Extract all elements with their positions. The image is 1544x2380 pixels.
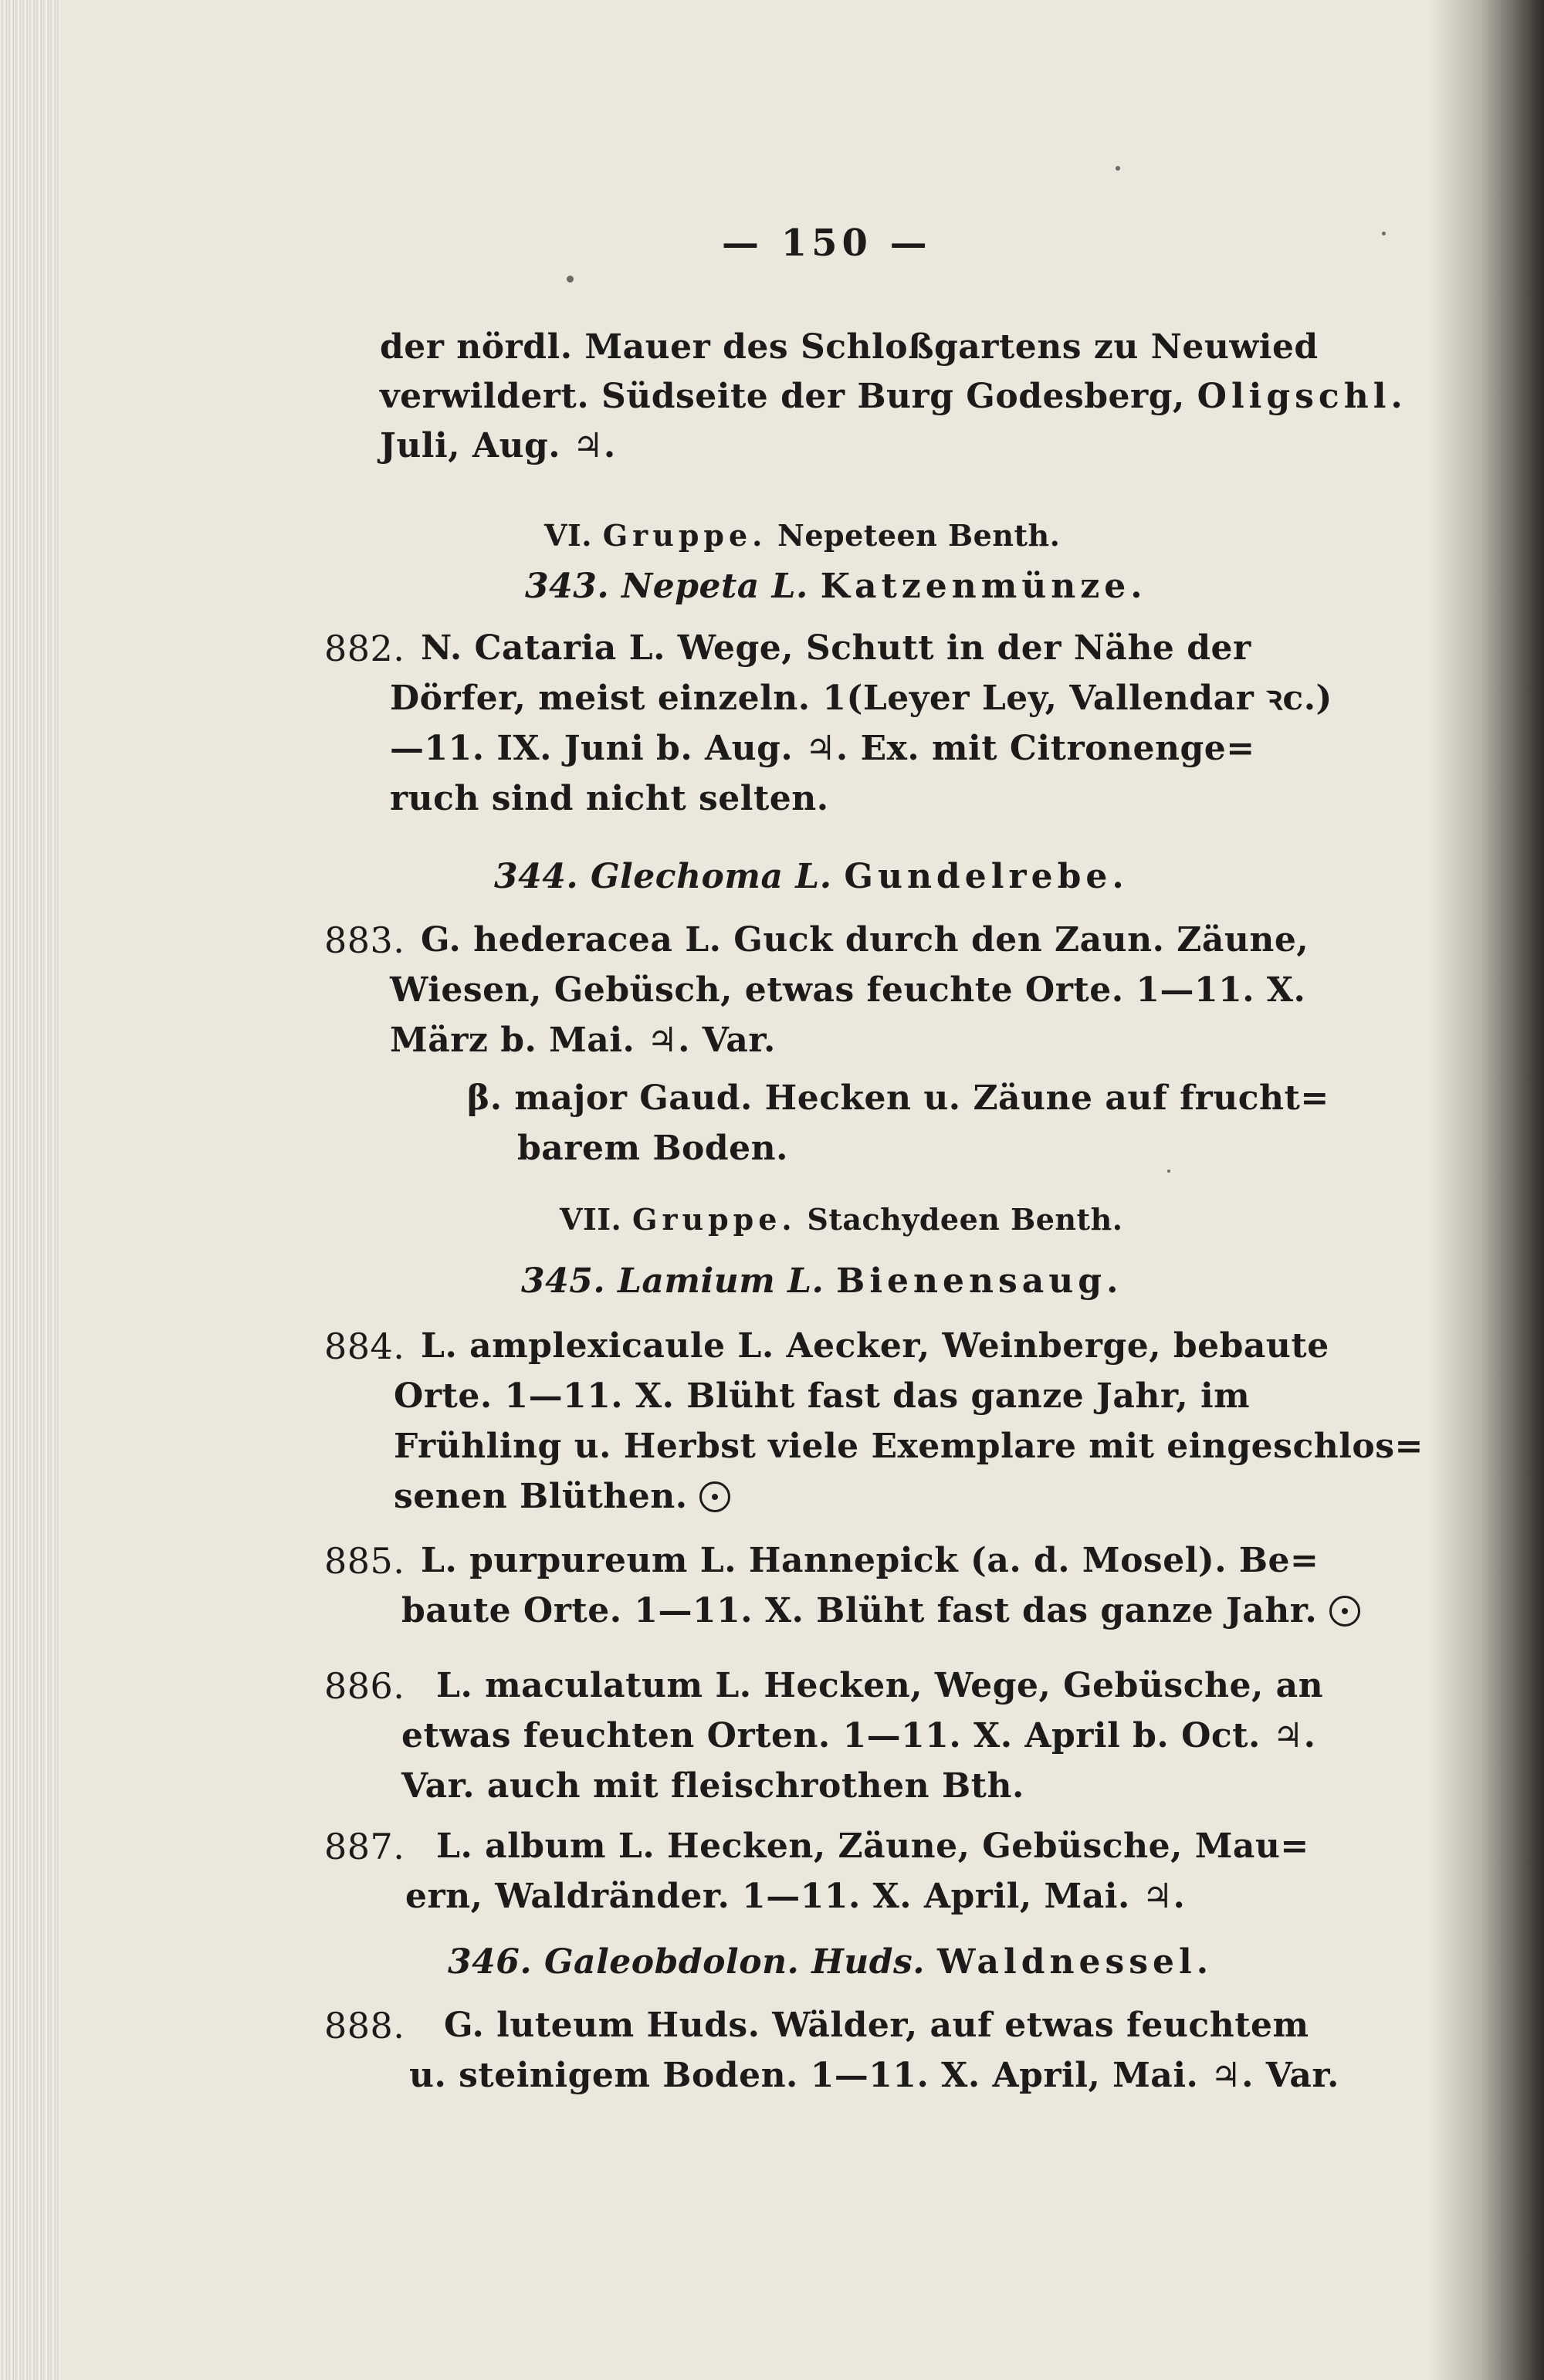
- text-line: Juli, Aug. ♃.: [380, 426, 616, 466]
- entry-number-886: 886.: [324, 1665, 405, 1707]
- group-heading-vi: VI. Gruppe. Nepeteen Benth.: [544, 518, 1061, 553]
- entry-887-line: ern, Waldränder. 1—11. X. April, Mai. ♃.: [405, 1877, 1186, 1916]
- paper-speck: [1116, 166, 1120, 171]
- genus-heading-344: 344. Glechoma L. Gundelrebe.: [494, 857, 1129, 896]
- entry-885-line: L. purpureum L. Hannepick (a. d. Mosel). Be=: [421, 1541, 1319, 1580]
- entry-number-884: 884.: [324, 1325, 405, 1367]
- entry-number-882: 882.: [324, 628, 405, 669]
- page-fore-edge: [0, 0, 62, 2380]
- paper-speck: [1382, 232, 1386, 235]
- entry-number-888: 888.: [324, 2005, 405, 2047]
- entry-884-line: Frühling u. Herbst viele Exemplare mit eingeschlos=: [394, 1427, 1424, 1466]
- entry-882-line: Dörfer, meist einzeln. 1(Leyer Ley, Vallendar ꝛc.): [390, 679, 1332, 718]
- entry-884-line: Orte. 1—11. X. Blüht fast das ganze Jahr, im: [394, 1376, 1251, 1416]
- entry-883-variety-line: barem Boden.: [517, 1129, 788, 1168]
- page-number: — 150 —: [722, 222, 932, 265]
- annual-plant-symbol: [1329, 1596, 1360, 1627]
- entry-883-line: Wiesen, Gebüsch, etwas feuchte Orte. 1—11. X.: [390, 970, 1306, 1010]
- entry-886-line: etwas feuchten Orten. 1—11. X. April b. Oct. ♃.: [401, 1716, 1316, 1755]
- entry-883-line: G. hederacea L. Guck durch den Zaun. Zäune,: [421, 920, 1309, 960]
- paper-speck: [567, 276, 574, 283]
- entry-888-line: G. luteum Huds. Wälder, auf etwas feuchtem: [444, 2006, 1309, 2045]
- book-gutter-shadow: [1428, 0, 1544, 2380]
- genus-heading-345: 345. Lamium L. Bienensaug.: [521, 1261, 1123, 1301]
- group-heading-vii: VII. Gruppe. Stachydeen Benth.: [560, 1202, 1123, 1237]
- entry-882-line: ruch sind nicht selten.: [390, 779, 829, 818]
- genus-heading-343: 343. Nepeta L. Katzenmünze.: [525, 567, 1147, 606]
- entry-number-883: 883.: [324, 919, 405, 961]
- entry-882-line: N. Cataria L. Wege, Schutt in der Nähe der: [421, 628, 1251, 668]
- entry-883-variety-line: β. major Gaud. Hecken u. Zäune auf frucht=: [467, 1078, 1329, 1118]
- entry-number-885: 885.: [324, 1540, 405, 1582]
- entry-883-line: März b. Mai. ♃. Var.: [390, 1021, 776, 1060]
- entry-886-line: Var. auch mit fleischrothen Bth.: [401, 1766, 1024, 1806]
- genus-heading-346: 346. Galeobdolon. Huds. Waldnessel.: [448, 1942, 1214, 1982]
- entry-888-line: u. steinigem Boden. 1—11. X. April, Mai. ♃. Var.: [409, 2056, 1339, 2095]
- entry-884-line: senen Blüthen.: [394, 1472, 730, 1522]
- annual-plant-symbol: [699, 1481, 730, 1512]
- entry-886-line: L. maculatum L. Hecken, Wege, Gebüsche, an: [436, 1666, 1324, 1705]
- text-line: verwildert. Südseite der Burg Godesberg, Oligschl.: [380, 377, 1407, 416]
- entry-882-line: —11. IX. Juni b. Aug. ♃. Ex. mit Citronenge=: [390, 729, 1255, 768]
- entry-887-line: L. album L. Hecken, Zäune, Gebüsche, Mau=: [436, 1826, 1309, 1866]
- entry-885-line: baute Orte. 1—11. X. Blüht fast das ganze Jahr.: [401, 1586, 1360, 1636]
- entry-number-887: 887.: [324, 1826, 405, 1867]
- entry-884-line: L. amplexicaule L. Aecker, Weinberge, bebaute: [421, 1326, 1329, 1366]
- paper-speck: [1167, 1170, 1170, 1173]
- text-line: der nördl. Mauer des Schloßgartens zu Neuwied: [380, 327, 1319, 367]
